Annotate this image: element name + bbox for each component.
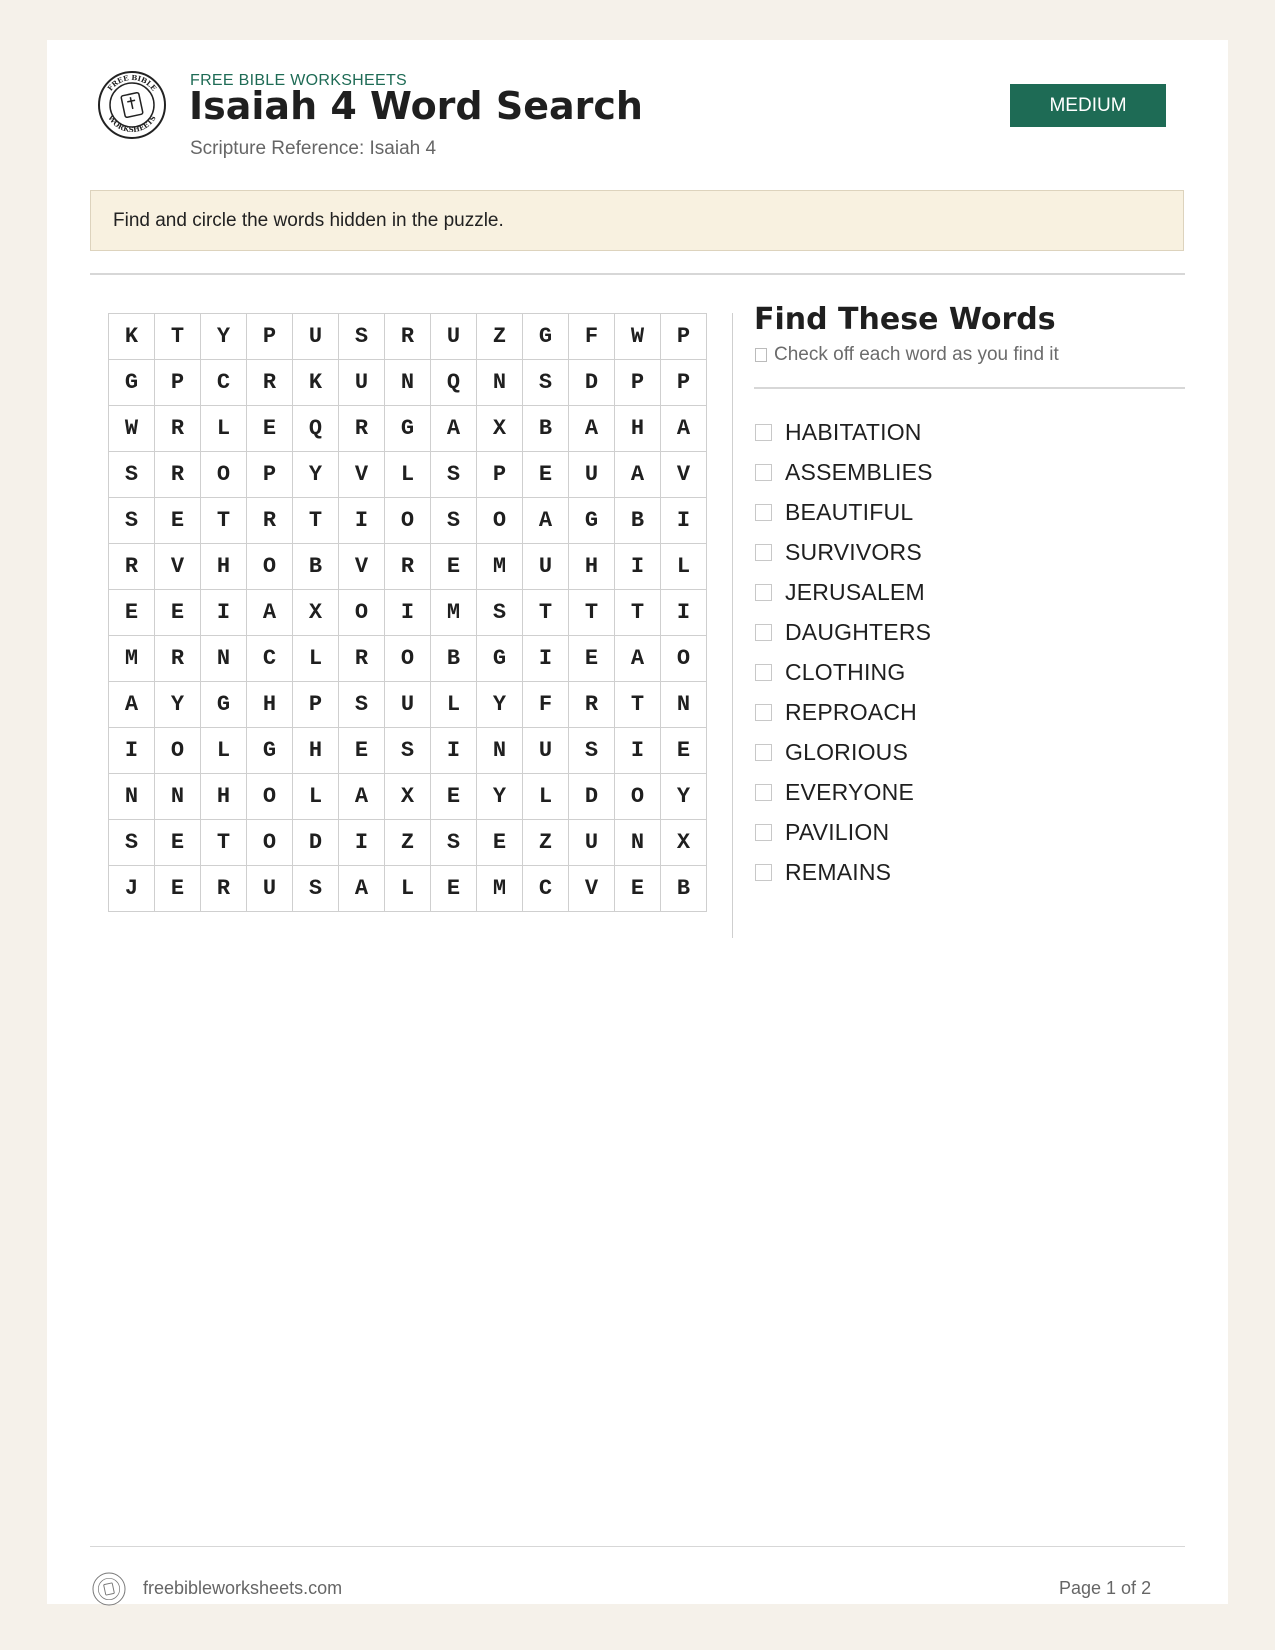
grid-cell[interactable]: N: [477, 360, 523, 406]
word-label: REPROACH: [785, 698, 917, 725]
grid-cell[interactable]: K: [293, 360, 339, 406]
word-checkbox[interactable]: [755, 624, 772, 641]
grid-cell[interactable]: E: [155, 820, 201, 866]
grid-cell[interactable]: G: [523, 314, 569, 360]
word-checkbox[interactable]: [755, 704, 772, 721]
grid-cell[interactable]: I: [385, 590, 431, 636]
brand-label: FREE BIBLE WORKSHEETS: [190, 72, 408, 89]
grid-cell[interactable]: K: [109, 314, 155, 360]
grid-cell[interactable]: L: [293, 774, 339, 820]
grid-cell[interactable]: R: [109, 544, 155, 590]
grid-cell[interactable]: O: [661, 636, 707, 682]
grid-cell[interactable]: O: [339, 590, 385, 636]
word-checkbox[interactable]: [755, 464, 772, 481]
grid-cell[interactable]: G: [569, 498, 615, 544]
grid-cell[interactable]: U: [569, 820, 615, 866]
grid-cell[interactable]: I: [109, 728, 155, 774]
grid-cell[interactable]: S: [431, 820, 477, 866]
grid-cell[interactable]: T: [155, 314, 201, 360]
grid-cell[interactable]: O: [385, 636, 431, 682]
grid-cell[interactable]: E: [615, 866, 661, 912]
instructions-text: Find and circle the words hidden in the puzzle.: [113, 209, 504, 231]
grid-cell[interactable]: M: [477, 866, 523, 912]
grid-cell[interactable]: R: [569, 682, 615, 728]
grid-cell[interactable]: L: [293, 636, 339, 682]
footer-site-link[interactable]: freebibleworksheets.com: [143, 1578, 343, 1598]
word-checkbox[interactable]: [755, 424, 772, 441]
grid-cell[interactable]: C: [247, 636, 293, 682]
grid-cell[interactable]: R: [339, 636, 385, 682]
grid-cell[interactable]: X: [477, 406, 523, 452]
logo-text-bottom: WORKSHEETS: [106, 113, 158, 135]
grid-cell[interactable]: O: [385, 498, 431, 544]
grid-cell[interactable]: I: [339, 820, 385, 866]
grid-cell[interactable]: L: [523, 774, 569, 820]
grid-cell[interactable]: T: [293, 498, 339, 544]
word-checkbox[interactable]: [755, 504, 772, 521]
word-checkbox[interactable]: [755, 544, 772, 561]
grid-cell[interactable]: T: [569, 590, 615, 636]
grid-cell[interactable]: P: [293, 682, 339, 728]
grid-cell[interactable]: I: [523, 636, 569, 682]
grid-cell[interactable]: E: [431, 774, 477, 820]
grid-cell[interactable]: O: [477, 498, 523, 544]
grid-cell[interactable]: R: [155, 406, 201, 452]
grid-cell[interactable]: N: [155, 774, 201, 820]
grid-cell[interactable]: N: [201, 636, 247, 682]
grid-cell[interactable]: P: [661, 360, 707, 406]
grid-cell[interactable]: N: [109, 774, 155, 820]
scripture-reference: Scripture Reference: Isaiah 4: [190, 138, 437, 159]
grid-cell[interactable]: S: [339, 314, 385, 360]
word-label: CLOTHING: [785, 658, 906, 685]
grid-cell[interactable]: G: [109, 360, 155, 406]
word-list-item[interactable]: [754, 772, 933, 812]
column-divider: [732, 313, 733, 938]
grid-cell[interactable]: U: [569, 452, 615, 498]
word-list-divider: [754, 387, 1185, 389]
grid-cell[interactable]: V: [155, 544, 201, 590]
grid-cell[interactable]: E: [155, 498, 201, 544]
grid-cell[interactable]: S: [109, 498, 155, 544]
grid-cell[interactable]: W: [109, 406, 155, 452]
grid-cell[interactable]: B: [615, 498, 661, 544]
grid-cell[interactable]: Y: [201, 314, 247, 360]
grid-cell[interactable]: L: [385, 452, 431, 498]
footer-logo-icon: [92, 1572, 126, 1606]
grid-cell[interactable]: J: [109, 866, 155, 912]
logo-text-top: FREE BIBLE: [105, 72, 159, 93]
bible-logo-icon: [97, 70, 167, 140]
grid-cell[interactable]: I: [339, 498, 385, 544]
grid-cell[interactable]: S: [109, 820, 155, 866]
grid-cell[interactable]: P: [247, 452, 293, 498]
grid-cell[interactable]: R: [339, 406, 385, 452]
word-list: [754, 412, 933, 892]
grid-cell[interactable]: Y: [661, 774, 707, 820]
grid-cell[interactable]: B: [431, 636, 477, 682]
grid-cell[interactable]: R: [155, 636, 201, 682]
grid-cell[interactable]: E: [339, 728, 385, 774]
grid-cell[interactable]: M: [109, 636, 155, 682]
grid-cell[interactable]: G: [247, 728, 293, 774]
word-list-hint: [755, 344, 1059, 366]
word-list-item[interactable]: [754, 692, 933, 732]
grid-cell[interactable]: U: [431, 314, 477, 360]
grid-cell[interactable]: E: [661, 728, 707, 774]
instructions-box: [90, 190, 1184, 251]
grid-cell[interactable]: E: [109, 590, 155, 636]
page-number: Page 1 of 2: [1059, 1578, 1152, 1598]
grid-cell[interactable]: S: [339, 682, 385, 728]
grid-cell[interactable]: S: [569, 728, 615, 774]
word-list-item[interactable]: [754, 572, 933, 612]
header-divider: [90, 273, 1185, 275]
grid-cell[interactable]: N: [477, 728, 523, 774]
grid-cell[interactable]: I: [201, 590, 247, 636]
grid-cell[interactable]: L: [431, 682, 477, 728]
grid-cell[interactable]: Y: [477, 774, 523, 820]
page-title: Isaiah 4 Word Search: [189, 84, 643, 128]
word-label: ASSEMBLIES: [785, 458, 933, 485]
grid-cell[interactable]: R: [385, 314, 431, 360]
grid-cell[interactable]: P: [661, 314, 707, 360]
word-checkbox[interactable]: [755, 824, 772, 841]
word-list-item[interactable]: [754, 732, 933, 772]
word-checkbox[interactable]: [755, 584, 772, 601]
grid-cell[interactable]: O: [247, 820, 293, 866]
word-label: BEAUTIFUL: [785, 498, 914, 525]
grid-cell[interactable]: P: [247, 314, 293, 360]
word-label: EVERYONE: [785, 778, 914, 805]
word-label: JERUSALEM: [785, 578, 925, 605]
grid-cell[interactable]: G: [385, 406, 431, 452]
grid-cell[interactable]: D: [293, 820, 339, 866]
word-label: PAVILION: [785, 818, 890, 845]
grid-cell[interactable]: R: [247, 498, 293, 544]
grid-cell[interactable]: U: [339, 360, 385, 406]
grid-cell[interactable]: X: [661, 820, 707, 866]
grid-cell[interactable]: I: [615, 544, 661, 590]
grid-cell[interactable]: E: [247, 406, 293, 452]
word-label: DAUGHTERS: [785, 618, 932, 645]
grid-cell[interactable]: A: [615, 452, 661, 498]
grid-cell[interactable]: M: [431, 590, 477, 636]
grid-cell[interactable]: I: [431, 728, 477, 774]
word-checkbox[interactable]: [755, 744, 772, 761]
word-list-item[interactable]: [754, 492, 933, 532]
grid-cell[interactable]: A: [109, 682, 155, 728]
difficulty-badge: MEDIUM: [1010, 84, 1166, 127]
grid-cell[interactable]: P: [477, 452, 523, 498]
word-list-item[interactable]: [754, 852, 933, 892]
grid-cell[interactable]: S: [523, 360, 569, 406]
footer-divider: [90, 1546, 1185, 1547]
grid-cell[interactable]: T: [201, 820, 247, 866]
grid-cell[interactable]: N: [661, 682, 707, 728]
worksheet-page: [47, 40, 1228, 1604]
grid-cell[interactable]: A: [569, 406, 615, 452]
grid-cell[interactable]: V: [661, 452, 707, 498]
grid-cell[interactable]: X: [385, 774, 431, 820]
grid-cell[interactable]: A: [661, 406, 707, 452]
grid-cell[interactable]: R: [385, 544, 431, 590]
grid-cell[interactable]: F: [569, 314, 615, 360]
grid-cell[interactable]: S: [293, 866, 339, 912]
grid-cell[interactable]: E: [155, 590, 201, 636]
grid-cell[interactable]: A: [431, 406, 477, 452]
grid-cell[interactable]: U: [247, 866, 293, 912]
word-list-item[interactable]: [754, 412, 933, 452]
grid-cell[interactable]: M: [477, 544, 523, 590]
grid-cell[interactable]: X: [293, 590, 339, 636]
grid-cell[interactable]: E: [431, 866, 477, 912]
grid-cell[interactable]: L: [201, 728, 247, 774]
word-label: GLORIOUS: [785, 738, 909, 765]
grid-cell[interactable]: P: [155, 360, 201, 406]
grid-cell[interactable]: D: [569, 360, 615, 406]
grid-cell[interactable]: H: [201, 774, 247, 820]
grid-cell[interactable]: R: [247, 360, 293, 406]
word-list-title: Find These Words: [754, 302, 1056, 337]
hint-checkbox-icon: [755, 348, 767, 362]
grid-cell[interactable]: O: [247, 774, 293, 820]
grid-cell[interactable]: N: [385, 360, 431, 406]
grid-cell[interactable]: L: [201, 406, 247, 452]
grid-cell[interactable]: H: [247, 682, 293, 728]
word-list-item[interactable]: [754, 652, 933, 692]
grid-cell[interactable]: D: [569, 774, 615, 820]
grid-cell[interactable]: A: [339, 866, 385, 912]
word-list-hint-text: Check off each word as you find it: [774, 344, 1059, 365]
word-label: HABITATION: [785, 418, 922, 445]
grid-cell[interactable]: E: [477, 820, 523, 866]
grid-cell[interactable]: Y: [293, 452, 339, 498]
grid-cell[interactable]: U: [523, 728, 569, 774]
grid-cell[interactable]: Y: [477, 682, 523, 728]
grid-cell[interactable]: A: [615, 636, 661, 682]
grid-cell[interactable]: H: [615, 406, 661, 452]
word-checkbox[interactable]: [755, 664, 772, 681]
grid-cell[interactable]: T: [615, 590, 661, 636]
grid-cell[interactable]: B: [523, 406, 569, 452]
grid-cell[interactable]: S: [385, 728, 431, 774]
grid-cell[interactable]: H: [201, 544, 247, 590]
word-list-item[interactable]: [754, 612, 933, 652]
grid-cell[interactable]: Q: [431, 360, 477, 406]
grid-cell[interactable]: Z: [523, 820, 569, 866]
grid-cell[interactable]: P: [615, 360, 661, 406]
grid-cell[interactable]: E: [431, 544, 477, 590]
grid-cell[interactable]: O: [247, 544, 293, 590]
grid-cell[interactable]: Z: [385, 820, 431, 866]
grid-cell[interactable]: V: [339, 452, 385, 498]
grid-cell[interactable]: A: [339, 774, 385, 820]
grid-cell[interactable]: S: [431, 498, 477, 544]
grid-cell[interactable]: H: [293, 728, 339, 774]
grid-cell[interactable]: N: [615, 820, 661, 866]
grid-cell[interactable]: H: [569, 544, 615, 590]
word-list-item[interactable]: [754, 532, 933, 572]
word-search-grid: [108, 313, 707, 912]
grid-cell[interactable]: F: [523, 682, 569, 728]
grid-cell[interactable]: E: [523, 452, 569, 498]
grid-cell[interactable]: E: [155, 866, 201, 912]
word-label: REMAINS: [785, 858, 892, 885]
grid-cell[interactable]: T: [201, 498, 247, 544]
grid-cell[interactable]: O: [155, 728, 201, 774]
grid-cell[interactable]: Q: [293, 406, 339, 452]
grid-cell[interactable]: Y: [155, 682, 201, 728]
grid-cell[interactable]: A: [523, 498, 569, 544]
grid-cell[interactable]: U: [385, 682, 431, 728]
grid-cell[interactable]: V: [339, 544, 385, 590]
grid-cell[interactable]: S: [109, 452, 155, 498]
word-list-item[interactable]: [754, 452, 933, 492]
word-list-item[interactable]: [754, 812, 933, 852]
grid-cell[interactable]: O: [201, 452, 247, 498]
grid-cell[interactable]: T: [615, 682, 661, 728]
grid-cell[interactable]: I: [661, 498, 707, 544]
grid-cell[interactable]: S: [477, 590, 523, 636]
word-checkbox[interactable]: [755, 784, 772, 801]
grid-cell[interactable]: U: [523, 544, 569, 590]
grid-cell[interactable]: R: [201, 866, 247, 912]
grid-cell[interactable]: I: [615, 728, 661, 774]
grid-cell[interactable]: O: [615, 774, 661, 820]
word-label: SURVIVORS: [785, 538, 922, 565]
grid-cell[interactable]: I: [661, 590, 707, 636]
grid-cell[interactable]: U: [293, 314, 339, 360]
word-checkbox[interactable]: [755, 864, 772, 881]
grid-cell[interactable]: A: [247, 590, 293, 636]
grid-cell[interactable]: G: [201, 682, 247, 728]
grid-cell[interactable]: E: [569, 636, 615, 682]
grid-cell[interactable]: L: [661, 544, 707, 590]
grid-cell[interactable]: L: [385, 866, 431, 912]
grid-cell[interactable]: R: [155, 452, 201, 498]
grid-cell[interactable]: C: [201, 360, 247, 406]
grid-cell[interactable]: Z: [477, 314, 523, 360]
grid-cell[interactable]: B: [661, 866, 707, 912]
grid-cell[interactable]: C: [523, 866, 569, 912]
grid-cell[interactable]: T: [523, 590, 569, 636]
grid-cell[interactable]: V: [569, 866, 615, 912]
grid-cell[interactable]: S: [431, 452, 477, 498]
grid-cell[interactable]: G: [477, 636, 523, 682]
grid-cell[interactable]: B: [293, 544, 339, 590]
grid-cell[interactable]: W: [615, 314, 661, 360]
